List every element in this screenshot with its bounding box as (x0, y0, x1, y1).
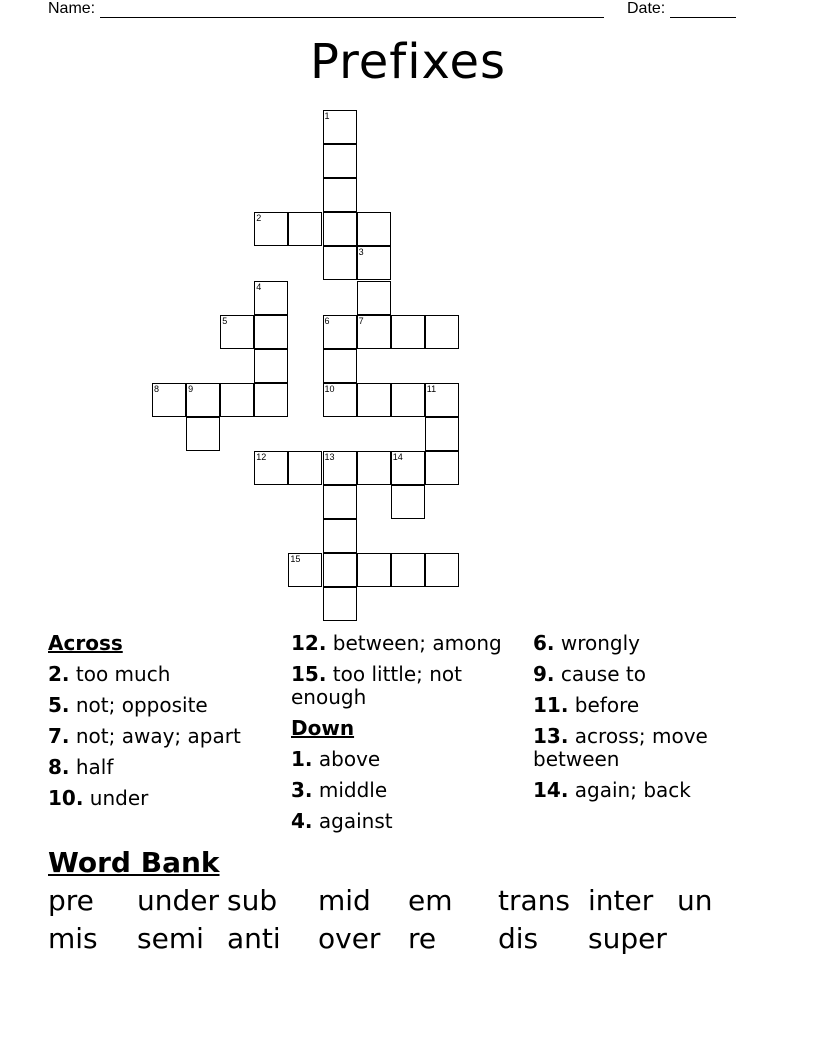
crossword-cell-5[interactable] (220, 315, 254, 349)
clue-number: 10. (48, 786, 84, 810)
clue-item (291, 663, 521, 709)
crossword-cell-4[interactable] (254, 281, 288, 315)
page-title: Prefixes (309, 34, 506, 90)
crossword-cell-2[interactable] (254, 212, 288, 246)
crossword-cell-1[interactable] (323, 110, 357, 144)
clue-text: middle (318, 778, 388, 802)
crossword-cell-10[interactable] (323, 383, 357, 417)
crossword-cell[interactable] (357, 281, 391, 315)
word-bank-word: super (588, 922, 667, 955)
cell-number: 14 (392, 452, 403, 462)
crossword-cell[interactable] (391, 383, 425, 417)
clue-number: 4. (291, 809, 313, 833)
word-bank-word: pre (48, 884, 94, 917)
clue-text: cause to (560, 662, 646, 686)
crossword-cell[interactable] (288, 212, 322, 246)
cell-number: 12 (256, 452, 267, 462)
cell-number: 10 (324, 383, 335, 394)
word-bank-word: re (408, 922, 437, 955)
crossword-cell[interactable] (323, 587, 357, 621)
word-bank-word: semi (137, 922, 204, 955)
crossword-cell-12[interactable] (254, 451, 288, 485)
cell-number: 6 (324, 315, 330, 326)
date-label: Date: (627, 0, 666, 17)
word-bank-word: under (137, 884, 220, 917)
crossword-cell[interactable] (323, 212, 357, 246)
word-bank-word: dis (498, 922, 539, 955)
cell-number: 9 (188, 383, 194, 394)
cell-number: 8 (154, 383, 160, 394)
word-bank-word: trans (498, 884, 570, 917)
clue-text: too much (75, 662, 171, 686)
clue-item (48, 721, 288, 752)
crossword-cell[interactable] (357, 553, 391, 587)
clue-text: half (75, 755, 114, 779)
clue-number: 1. (291, 747, 313, 771)
clue-number: 2. (48, 662, 70, 686)
clues-column-2 (291, 628, 521, 837)
clue-item (291, 628, 521, 659)
crossword-cell-9[interactable] (186, 383, 220, 417)
crossword-cell[interactable] (357, 451, 391, 485)
crossword-cell[interactable] (391, 485, 425, 519)
clue-item (291, 806, 521, 837)
crossword-cell-15[interactable] (288, 553, 322, 587)
crossword-cell[interactable] (323, 246, 357, 280)
clue-text: across; move between (533, 724, 708, 771)
crossword-cell[interactable] (323, 553, 357, 587)
crossword-cell[interactable] (425, 553, 459, 587)
crossword-cell-11[interactable] (425, 383, 459, 417)
cell-number: 2 (256, 213, 262, 224)
cell-number: 3 (358, 247, 364, 258)
clues-column-3 (533, 628, 773, 806)
clue-text: above (318, 747, 381, 771)
clue-number: 8. (48, 755, 70, 779)
clue-number: 13. (533, 724, 569, 748)
word-bank-word: anti (227, 922, 281, 955)
crossword-cell-14[interactable] (391, 451, 425, 485)
clue-number: 9. (533, 662, 555, 686)
clue-number: 11. (533, 693, 569, 717)
clue-text: not; opposite (75, 693, 208, 717)
clues-column-1 (48, 628, 288, 814)
crossword-cell[interactable] (323, 519, 357, 553)
crossword-cell[interactable] (288, 451, 322, 485)
clue-text: again; back (574, 778, 691, 802)
word-bank-word: sub (227, 884, 278, 917)
clue-item (533, 725, 773, 771)
clue-heading-across: Across (48, 631, 123, 655)
crossword-cell[interactable] (254, 349, 288, 383)
clue-text: under (89, 786, 149, 810)
clue-text: before (574, 693, 640, 717)
cell-number: 5 (222, 315, 228, 326)
clue-item (533, 775, 773, 806)
word-bank-word: un (677, 884, 713, 917)
clue-number: 7. (48, 724, 70, 748)
crossword-cell-3[interactable] (357, 246, 391, 280)
crossword-cell[interactable] (254, 315, 288, 349)
crossword-cell[interactable] (220, 383, 254, 417)
clue-number: 5. (48, 693, 70, 717)
clue-text: between; among (332, 631, 502, 655)
clue-number: 6. (533, 631, 555, 655)
crossword-cell[interactable] (425, 315, 459, 349)
crossword-cell-7[interactable] (357, 315, 391, 349)
crossword-cell[interactable] (254, 383, 288, 417)
clue-item (533, 628, 773, 659)
crossword-cell[interactable] (391, 315, 425, 349)
crossword-cell-6[interactable] (323, 315, 357, 349)
clue-item (48, 783, 288, 814)
crossword-cell[interactable] (391, 553, 425, 587)
clue-item (48, 659, 288, 690)
clue-item (48, 690, 288, 721)
crossword-cell[interactable] (323, 485, 357, 519)
cell-number: 13 (324, 452, 335, 462)
clue-item (48, 752, 288, 783)
clue-number: 12. (291, 631, 327, 655)
word-bank-word: mid (318, 884, 371, 917)
clue-item (533, 690, 773, 721)
crossword-cell[interactable] (425, 451, 459, 485)
cell-number: 15 (290, 554, 301, 565)
cell-number: 1 (324, 111, 330, 121)
clue-text: wrongly (560, 631, 641, 655)
clue-heading-down: Down (291, 716, 355, 740)
cell-number: 11 (426, 383, 437, 394)
clue-number: 15. (291, 662, 327, 686)
crossword-cell[interactable] (357, 212, 391, 246)
crossword-cell[interactable] (323, 349, 357, 383)
crossword-cell[interactable] (186, 417, 220, 451)
word-bank-word: over (318, 922, 381, 955)
clue-number: 3. (291, 778, 313, 802)
crossword-cell-8[interactable] (152, 383, 186, 417)
crossword-cell[interactable] (323, 144, 357, 178)
word-bank-word: em (408, 884, 453, 917)
clue-item (291, 744, 521, 775)
crossword-cell[interactable] (425, 417, 459, 451)
crossword-cell[interactable] (323, 178, 357, 212)
word-bank-word: mis (48, 922, 98, 955)
cell-number: 7 (358, 315, 364, 326)
clue-item (533, 659, 773, 690)
clue-text: not; away; apart (75, 724, 241, 748)
clue-text: too little; not enough (291, 662, 462, 709)
crossword-cell[interactable] (357, 383, 391, 417)
crossword-cell-13[interactable] (323, 451, 357, 485)
clue-item (291, 775, 521, 806)
clue-number: 14. (533, 778, 569, 802)
word-bank-word: inter (588, 884, 654, 917)
word-bank-title: Word Bank (48, 846, 220, 879)
clue-text: against (318, 809, 393, 833)
cell-number: 4 (256, 281, 262, 292)
name-label: Name: (48, 0, 96, 17)
